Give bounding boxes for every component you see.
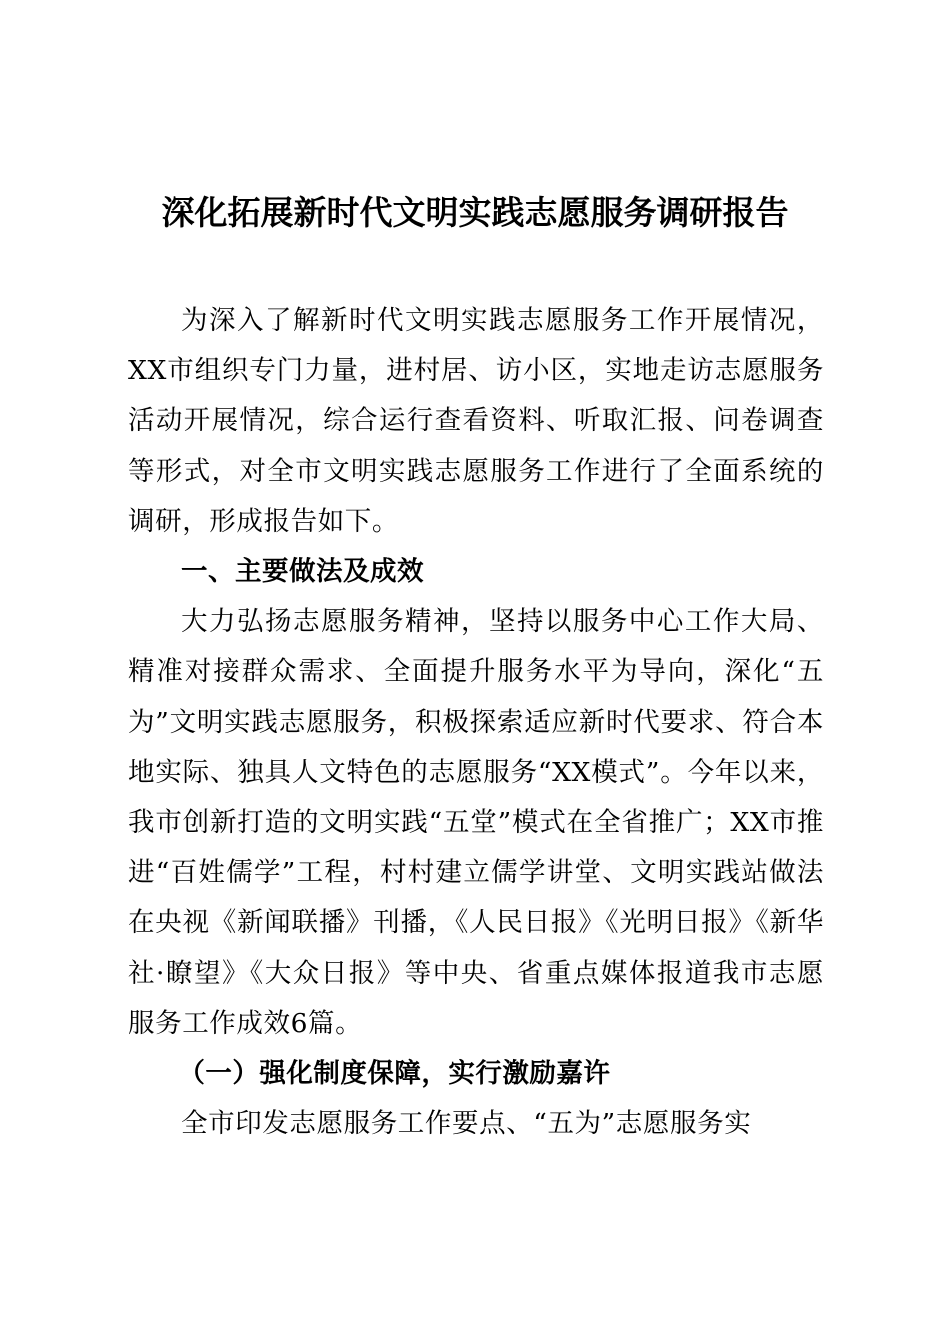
subsection-heading: （一）强化制度保障，实行激励嘉许 [178, 1058, 611, 1090]
intro-paragraph: 为深入了解新时代文明实践志愿服务工作开展情况，XX市组织专门力量，进村居、访小区，实地走访志愿服务活动开展情况，综合运行查看资料、听取汇报、问卷调查等形式，对全市文明实践志愿服务工作进行了全面系统的调研，形成报告如下。 [128, 305, 824, 537]
section-heading: 一、主要做法及成效 [181, 556, 424, 588]
document-body [128, 296, 824, 1149]
section-paragraph: 大力弘扬志愿服务精神，坚持以服务中心工作大局、精准对接群众需求、全面提升服务水平为导向，深化“五为”文明实践志愿服务，积极探索适应新时代要求、符合本地实际、独具人文特色的志愿服务“XX模式”。今年以来，我市创新打造的文明实践“五堂”模式在全省推广；XX市推进“百姓儒学”工程，村村建立儒学讲堂、文明实践站做法在央视《新闻联播》刊播，《人民日报》《光明日报》《新华社·瞭望》《大众日报》等中央、省重点媒体报道我市志愿服务工作成效6篇。 [128, 606, 824, 1039]
subsection-paragraph: 全市印发志愿服务工作要点、“五为”志愿服务实 [181, 1108, 752, 1140]
document-title: 深化拓展新时代文明实践志愿服务调研报告 [161, 193, 789, 232]
